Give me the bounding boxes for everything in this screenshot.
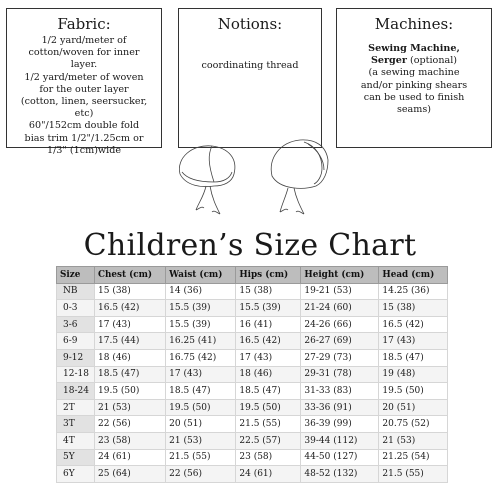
table-row (57, 416, 448, 433)
table-row (57, 432, 448, 449)
measurement-cell: 21 (53) (166, 432, 236, 449)
measurement-cell: 24 (61) (236, 466, 301, 483)
measurement-cell: 18 (46) (95, 349, 166, 366)
measurement-cell: 19-21 (53) (301, 283, 379, 300)
size-cell: NB (57, 283, 95, 300)
measurement-cell: 16.25 (41) (166, 333, 236, 350)
measurement-cell: 16.5 (42) (236, 333, 301, 350)
measurement-cell: 16 (41) (236, 316, 301, 333)
fabric-line: layer. (70, 59, 98, 71)
measurement-cell: 15.5 (39) (236, 300, 301, 317)
size-cell: 12-18 (57, 366, 95, 383)
machines-requirements (343, 43, 485, 116)
table-row (57, 316, 448, 333)
size-cell: 3-6 (57, 316, 95, 333)
table-row (57, 349, 448, 366)
table-row (57, 399, 448, 416)
column-header: Waist (cm) (166, 267, 236, 284)
measurement-cell: 29-31 (78) (301, 366, 379, 383)
measurement-cell: 16.5 (42) (379, 316, 448, 333)
measurement-cell: 25 (64) (95, 466, 166, 483)
fabric-line: 1/3" (1cm)wide (46, 144, 122, 156)
measurement-cell: 22.5 (57) (236, 432, 301, 449)
measurement-cell: 18.5 (47) (166, 383, 236, 400)
fabric-line: etc) (74, 108, 94, 120)
column-header: Hips (cm) (236, 267, 301, 284)
fabric-title: Fabric: (57, 15, 111, 33)
size-cell: 9-12 (57, 349, 95, 366)
measurement-cell: 33-36 (91) (301, 399, 379, 416)
fabric-requirements (13, 35, 155, 157)
measurement-cell: 19.5 (50) (379, 383, 448, 400)
measurement-cell: 36-39 (99) (301, 416, 379, 433)
bonnet-front-illustration (168, 136, 248, 236)
measurement-cell: 26-27 (69) (301, 333, 379, 350)
measurement-cell: 17 (43) (236, 349, 301, 366)
measurement-cell: 19 (48) (379, 366, 448, 383)
measurement-cell: 19.5 (50) (236, 399, 301, 416)
size-cell: 2T (57, 399, 95, 416)
measurement-cell: 18.5 (47) (379, 349, 448, 366)
measurement-cell: 21.25 (54) (379, 449, 448, 466)
table-row (57, 300, 448, 317)
column-header: Size (57, 267, 95, 284)
size-cell: 6Y (57, 466, 95, 483)
measurement-cell: 15 (38) (236, 283, 301, 300)
size-chart-title: Children’s Size Chart (83, 228, 417, 263)
measurement-cell: 21.5 (55) (379, 466, 448, 483)
table-row (57, 366, 448, 383)
measurement-cell: 14.25 (36) (379, 283, 448, 300)
column-header: Head (cm) (379, 267, 448, 284)
table-header-row (57, 267, 448, 284)
measurement-cell: 15.5 (39) (166, 300, 236, 317)
fabric-box (6, 8, 162, 156)
measurement-cell: 17 (43) (166, 366, 236, 383)
measurement-cell: 19.5 (50) (166, 399, 236, 416)
size-cell: 0-3 (57, 300, 95, 317)
machines-line: can be used to finish (363, 91, 465, 103)
machines-title: Machines: (374, 15, 454, 33)
fabric-line: for the outer layer (39, 83, 129, 95)
measurement-cell: 15.5 (39) (166, 316, 236, 333)
measurement-cell: 21 (53) (379, 432, 448, 449)
measurement-cell: 15 (38) (379, 300, 448, 317)
measurement-cell: 21.5 (55) (236, 416, 301, 433)
size-chart-body (57, 283, 448, 482)
table-row (57, 333, 448, 350)
table-row (57, 383, 448, 400)
fabric-line: cotton/woven for inner (28, 47, 140, 59)
machines-bold-line: Sewing Machine, (368, 43, 460, 54)
measurement-cell: 20.75 (52) (379, 416, 448, 433)
machines-line (343, 55, 485, 67)
measurement-cell: 18 (46) (236, 366, 301, 383)
measurement-cell: 24-26 (66) (301, 316, 379, 333)
measurement-cell: 23 (58) (236, 449, 301, 466)
machines-box (336, 8, 492, 148)
table-row (57, 449, 448, 466)
notions-box (178, 8, 322, 148)
column-header: Chest (cm) (95, 267, 166, 284)
measurement-cell: 22 (56) (166, 466, 236, 483)
size-cell: 5Y (57, 449, 95, 466)
measurement-cell: 16.75 (42) (166, 349, 236, 366)
measurement-cell: 20 (51) (379, 399, 448, 416)
machines-serger: Serger (370, 55, 407, 67)
fabric-line: bias trim 1/2"/1.25cm or (24, 132, 144, 144)
measurement-cell: 17.5 (44) (95, 333, 166, 350)
notions-text: coordinating thread (201, 60, 299, 71)
measurement-cell: 16.5 (42) (95, 300, 166, 317)
measurement-cell: 17 (43) (379, 333, 448, 350)
measurement-cell: 18.5 (47) (236, 383, 301, 400)
fabric-line: 1/2 yard/meter of (41, 35, 127, 46)
column-header: Height (cm) (301, 267, 379, 284)
measurement-cell: 48-52 (132) (301, 466, 379, 483)
measurement-cell: 31-33 (83) (301, 383, 379, 400)
size-cell: 3T (57, 416, 95, 433)
machines-optional: (optional) (406, 55, 458, 67)
size-chart-table (56, 266, 448, 483)
measurement-cell: 20 (51) (166, 416, 236, 433)
measurement-cell: 15 (38) (95, 283, 166, 300)
measurement-cell: 21-24 (60) (301, 300, 379, 317)
measurement-cell: 21 (53) (95, 399, 166, 416)
measurement-cell: 22 (56) (95, 416, 166, 433)
notions-title: Notions: (217, 15, 283, 33)
machines-line: seams) (396, 104, 432, 116)
size-cell: 4T (57, 432, 95, 449)
measurement-cell: 39-44 (112) (301, 432, 379, 449)
measurement-cell: 44-50 (127) (301, 449, 379, 466)
measurement-cell: 14 (36) (166, 283, 236, 300)
measurement-cell: 21.5 (55) (166, 449, 236, 466)
fabric-line: 1/2 yard/meter of woven (24, 71, 144, 83)
fabric-line: 60"/152cm double fold (28, 120, 140, 132)
size-cell: 18-24 (57, 383, 95, 400)
fabric-line: (cotton, linen, seersucker, (20, 96, 148, 108)
measurement-cell: 23 (58) (95, 432, 166, 449)
machines-line: (a sewing machine (368, 67, 460, 79)
table-row (57, 283, 448, 300)
bonnet-side-illustration (258, 132, 338, 236)
measurement-cell: 19.5 (50) (95, 383, 166, 400)
measurement-cell: 18.5 (47) (95, 366, 166, 383)
measurement-cell: 27-29 (73) (301, 349, 379, 366)
measurement-cell: 17 (43) (95, 316, 166, 333)
size-cell: 6-9 (57, 333, 95, 350)
table-row (57, 466, 448, 483)
measurement-cell: 24 (61) (95, 449, 166, 466)
machines-line: and/or pinking shears (360, 79, 468, 91)
